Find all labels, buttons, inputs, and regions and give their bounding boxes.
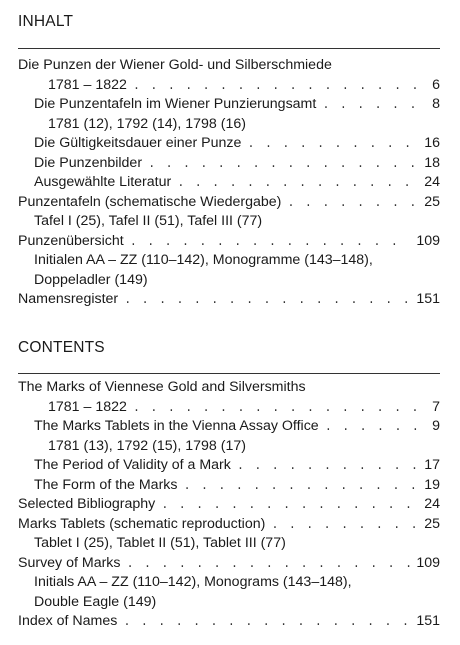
toc-entry: [18, 534, 440, 554]
toc-entry-page: 9: [432, 418, 440, 434]
dot-leader: [247, 135, 418, 155]
dot-leader: [148, 155, 418, 175]
toc-entry-title: Die Gültigkeitsdauer einer Punze: [34, 135, 242, 151]
toc-entry-title: Tablet I (25), Tablet II (51), Tablet III (77): [34, 535, 286, 551]
toc-entry-page: 109: [416, 232, 440, 249]
toc-entry-title: The Period of Validity of a Mark: [34, 457, 231, 473]
toc-entry-title: Selected Bibliography: [18, 496, 156, 512]
dot-leader: [287, 194, 418, 214]
inhalt-divider: [18, 48, 440, 49]
toc-entry: [18, 417, 440, 437]
toc-entry: [18, 456, 440, 476]
dot-leader: [177, 174, 418, 194]
toc-entry: [18, 193, 440, 213]
dot-leader: [123, 613, 410, 633]
toc-entry-title: Punzentafeln (schematische Wiedergabe): [18, 193, 282, 210]
dot-leader: [127, 555, 411, 575]
toc-entry: [18, 251, 440, 271]
toc-entry-page: 17: [424, 457, 440, 473]
toc-entry-title: Ausgewählte Literatur: [34, 174, 172, 190]
toc-entry: [18, 476, 440, 496]
toc-entry-page: 7: [432, 398, 440, 415]
dot-leader: [322, 96, 420, 116]
toc-entry-page: 19: [424, 476, 440, 493]
contents-heading: CONTENTS: [18, 339, 105, 356]
dot-leader: [133, 77, 420, 97]
toc-entry-title: Namensregister: [18, 291, 119, 307]
toc-entry-title: Marks Tablets (schematic reproduction): [18, 515, 266, 532]
toc-entry: [18, 290, 440, 310]
dot-leader: [325, 418, 420, 438]
toc-entry-title: Die Punzentafeln im Wiener Punzierungsamt: [34, 96, 317, 112]
contents-entries: [18, 378, 440, 632]
dot-leader: [184, 477, 419, 497]
toc-entry: [18, 271, 440, 291]
inhalt-entries: [18, 56, 440, 310]
toc-entry-title: Survey of Marks: [18, 554, 121, 571]
toc-entry-title: Initialen AA – ZZ (110–142), Monogramme (143–148),: [34, 252, 373, 268]
toc-entry-title: Index of Names: [18, 613, 118, 629]
toc-entry-title: Doppeladler (149): [34, 271, 148, 288]
toc-entry: [18, 378, 440, 398]
toc-entry-title: The Marks of Viennese Gold and Silversmiths: [18, 379, 306, 395]
toc-entry-title: 1781 (13), 1792 (15), 1798 (17): [48, 437, 246, 454]
toc-entry: [18, 95, 440, 115]
toc-entry-title: Initials AA – ZZ (110–142), Monograms (143–148),: [34, 574, 352, 590]
toc-entry-title: Tafel I (25), Tafel II (51), Tafel III (77): [34, 213, 263, 229]
toc-entry-title: Double Eagle (149): [34, 593, 157, 610]
toc-entry-page: 25: [424, 515, 440, 532]
dot-leader: [271, 516, 418, 536]
toc-entry-title: 1781 – 1822: [48, 76, 127, 93]
toc-entry: [18, 134, 440, 154]
toc-entry: [18, 573, 440, 593]
toc-entry-page: 151: [416, 291, 440, 307]
toc-entry-page: 8: [432, 96, 440, 112]
toc-entry-title: 1781 – 1822: [48, 398, 127, 415]
toc-entry: [18, 173, 440, 193]
toc-entry-page: 24: [424, 174, 440, 190]
toc-entry: [18, 398, 440, 418]
toc-entry-page: 25: [424, 193, 440, 210]
toc-entry-page: 18: [424, 154, 440, 171]
toc-entry: [18, 515, 440, 535]
toc-entry-page: 16: [424, 135, 440, 151]
toc-entry: [18, 554, 440, 574]
dot-leader: [133, 399, 420, 419]
toc-entry: [18, 232, 440, 252]
toc-entry-title: The Marks Tablets in the Vienna Assay Office: [34, 418, 319, 434]
toc-entry-title: Punzenübersicht: [18, 232, 124, 249]
dot-leader: [130, 233, 411, 253]
toc-entry-page: 24: [424, 496, 440, 512]
dot-leader: [237, 457, 418, 477]
toc-entry: [18, 115, 440, 135]
dot-leader: [124, 291, 410, 311]
toc-entry: [18, 154, 440, 174]
toc-entry-page: 109: [416, 554, 440, 571]
toc-entry: [18, 593, 440, 613]
toc-entry: [18, 212, 440, 232]
toc-entry: [18, 437, 440, 457]
toc-entry: [18, 56, 440, 76]
toc-entry: [18, 76, 440, 96]
inhalt-heading: INHALT: [18, 13, 74, 30]
dot-leader: [161, 496, 418, 516]
contents-divider: [18, 373, 440, 374]
toc-entry-page: 151: [416, 613, 440, 629]
toc-entry: [18, 612, 440, 632]
toc-entry-title: Die Punzen der Wiener Gold- und Silberschmiede: [18, 57, 332, 73]
toc-entry-page: 6: [432, 76, 440, 93]
toc-entry-title: Die Punzenbilder: [34, 154, 143, 171]
toc-entry-title: 1781 (12), 1792 (14), 1798 (16): [48, 115, 246, 132]
toc-entry-title: The Form of the Marks: [34, 476, 178, 493]
toc-entry: [18, 495, 440, 515]
